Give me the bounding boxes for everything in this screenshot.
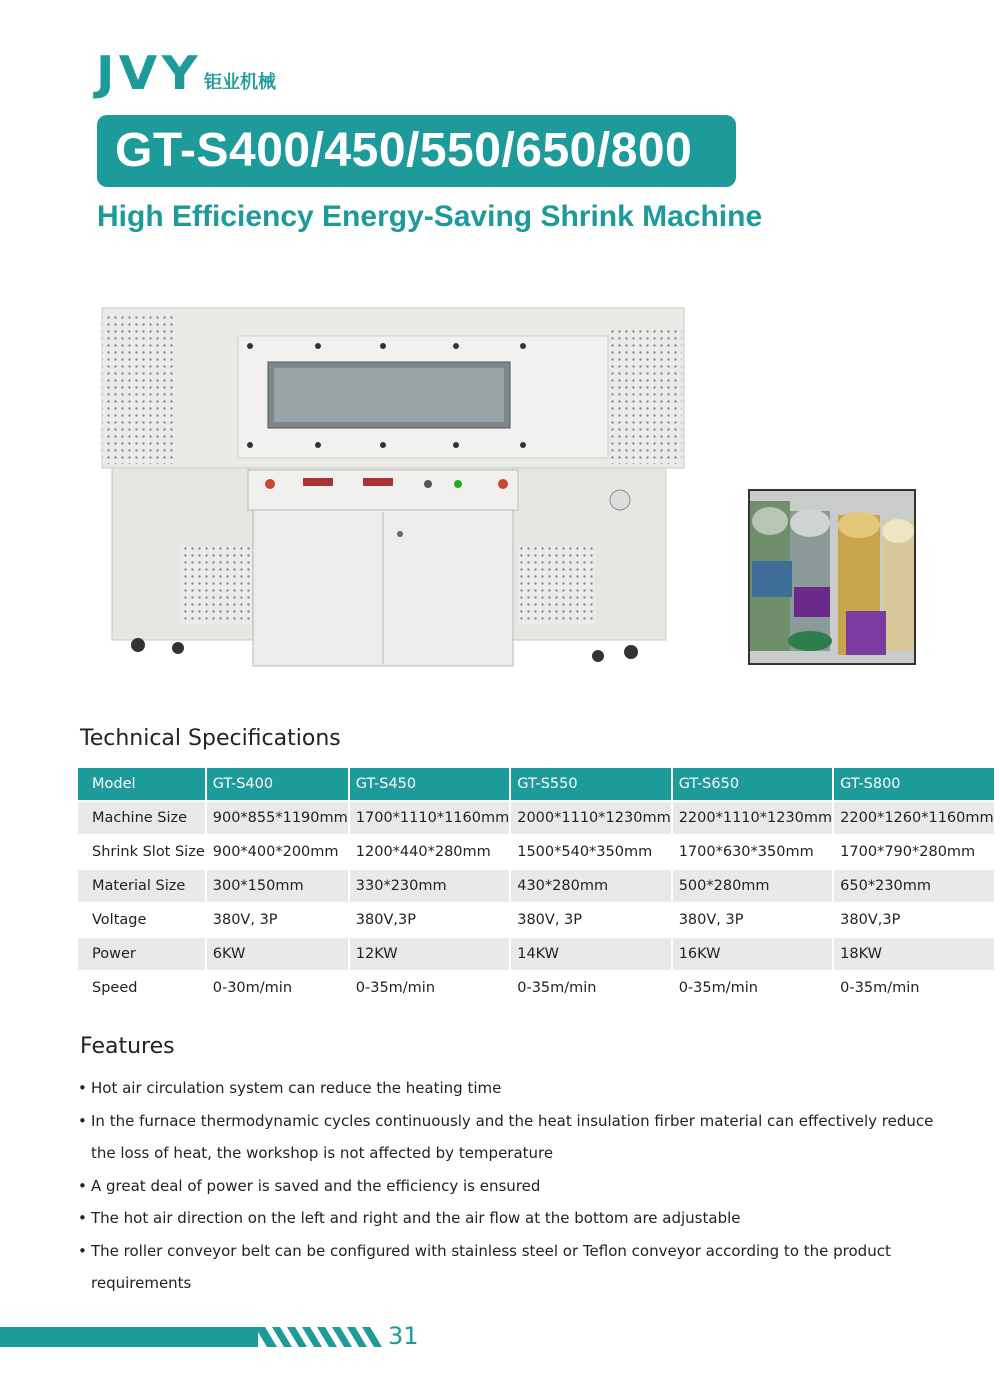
table-cell: 380V,3P: [833, 903, 994, 937]
table-cell: 14KW: [510, 937, 671, 971]
features-list: [78, 1072, 958, 1300]
table-cell: 0-35m/min: [349, 971, 510, 1005]
features-heading: Features: [80, 1034, 175, 1059]
table-cell: 0-35m/min: [833, 971, 994, 1005]
table-cell: 380V, 3P: [510, 903, 671, 937]
row-label: Shrink Slot Size: [78, 835, 206, 869]
table-cell: 18KW: [833, 937, 994, 971]
table-cell: 300*150mm: [206, 869, 349, 903]
shrink-machine-image: [98, 300, 688, 670]
column-header: GT-S800: [833, 768, 994, 801]
table-cell: 12KW: [349, 937, 510, 971]
row-label: Speed: [78, 971, 206, 1005]
table-cell: 16KW: [672, 937, 833, 971]
row-label: Voltage: [78, 903, 206, 937]
footer-bar: [0, 1327, 258, 1347]
page-number: 31: [388, 1322, 419, 1350]
table-cell: 1700*1110*1160mm: [349, 801, 510, 835]
column-header: GT-S650: [672, 768, 833, 801]
column-header: GT-S400: [206, 768, 349, 801]
row-label: Material Size: [78, 869, 206, 903]
table-cell: 330*230mm: [349, 869, 510, 903]
table-cell: 2000*1110*1230mm: [510, 801, 671, 835]
table-cell: 380V, 3P: [206, 903, 349, 937]
table-cell: 1500*540*350mm: [510, 835, 671, 869]
logo-chinese-text: 钜业机械: [204, 72, 277, 93]
table-cell: 650*230mm: [833, 869, 994, 903]
footer-stripes-decoration: [255, 1327, 385, 1347]
table-cell: 0-30m/min: [206, 971, 349, 1005]
list-item: • A great deal of power is saved and the efficiency is ensured: [78, 1170, 958, 1203]
column-header: Model: [78, 768, 206, 801]
table-row: [78, 801, 995, 835]
table-row: [78, 937, 995, 971]
table-row: [78, 869, 995, 903]
table-cell: 1700*790*280mm: [833, 835, 994, 869]
models-title-banner: GT-S400/450/550/650/800: [97, 115, 736, 187]
specs-table: [78, 768, 996, 1006]
list-item: • In the furnace thermodynamic cycles continuously and the heat insulation firber material can effectively reduce the loss of heat, the workshop is not affected by temperature: [78, 1105, 958, 1170]
column-header: GT-S450: [349, 768, 510, 801]
table-cell: 380V, 3P: [672, 903, 833, 937]
table-cell: 500*280mm: [672, 869, 833, 903]
row-label: Power: [78, 937, 206, 971]
brand-logo: [96, 46, 277, 100]
table-row: [78, 971, 995, 1005]
row-label: Machine Size: [78, 801, 206, 835]
table-cell: 0-35m/min: [510, 971, 671, 1005]
table-cell: 900*400*200mm: [206, 835, 349, 869]
table-cell: 1700*630*350mm: [672, 835, 833, 869]
column-header: GT-S550: [510, 768, 671, 801]
specs-heading: Technical Specifications: [80, 726, 341, 751]
table-cell: 6KW: [206, 937, 349, 971]
table-cell: 2200*1110*1230mm: [672, 801, 833, 835]
list-item: • The hot air direction on the left and right and the air flow at the bottom are adjustable: [78, 1202, 958, 1235]
table-cell: 2200*1260*1160mm: [833, 801, 994, 835]
table-cell: 380V,3P: [349, 903, 510, 937]
list-item: • The roller conveyor belt can be configured with stainless steel or Teflon conveyor according to the product requirements: [78, 1235, 958, 1300]
table-row: [78, 835, 995, 869]
table-cell: 900*855*1190mm: [206, 801, 349, 835]
tape-rolls-product-image: [748, 489, 916, 665]
table-cell: 0-35m/min: [672, 971, 833, 1005]
table-cell: 430*280mm: [510, 869, 671, 903]
table-row: [78, 903, 995, 937]
logo-text: JVY: [96, 46, 202, 100]
product-subtitle: High Efficiency Energy-Saving Shrink Machine: [97, 200, 763, 233]
table-header-row: [78, 768, 995, 801]
list-item: • Hot air circulation system can reduce the heating time: [78, 1072, 958, 1105]
table-cell: 1200*440*280mm: [349, 835, 510, 869]
